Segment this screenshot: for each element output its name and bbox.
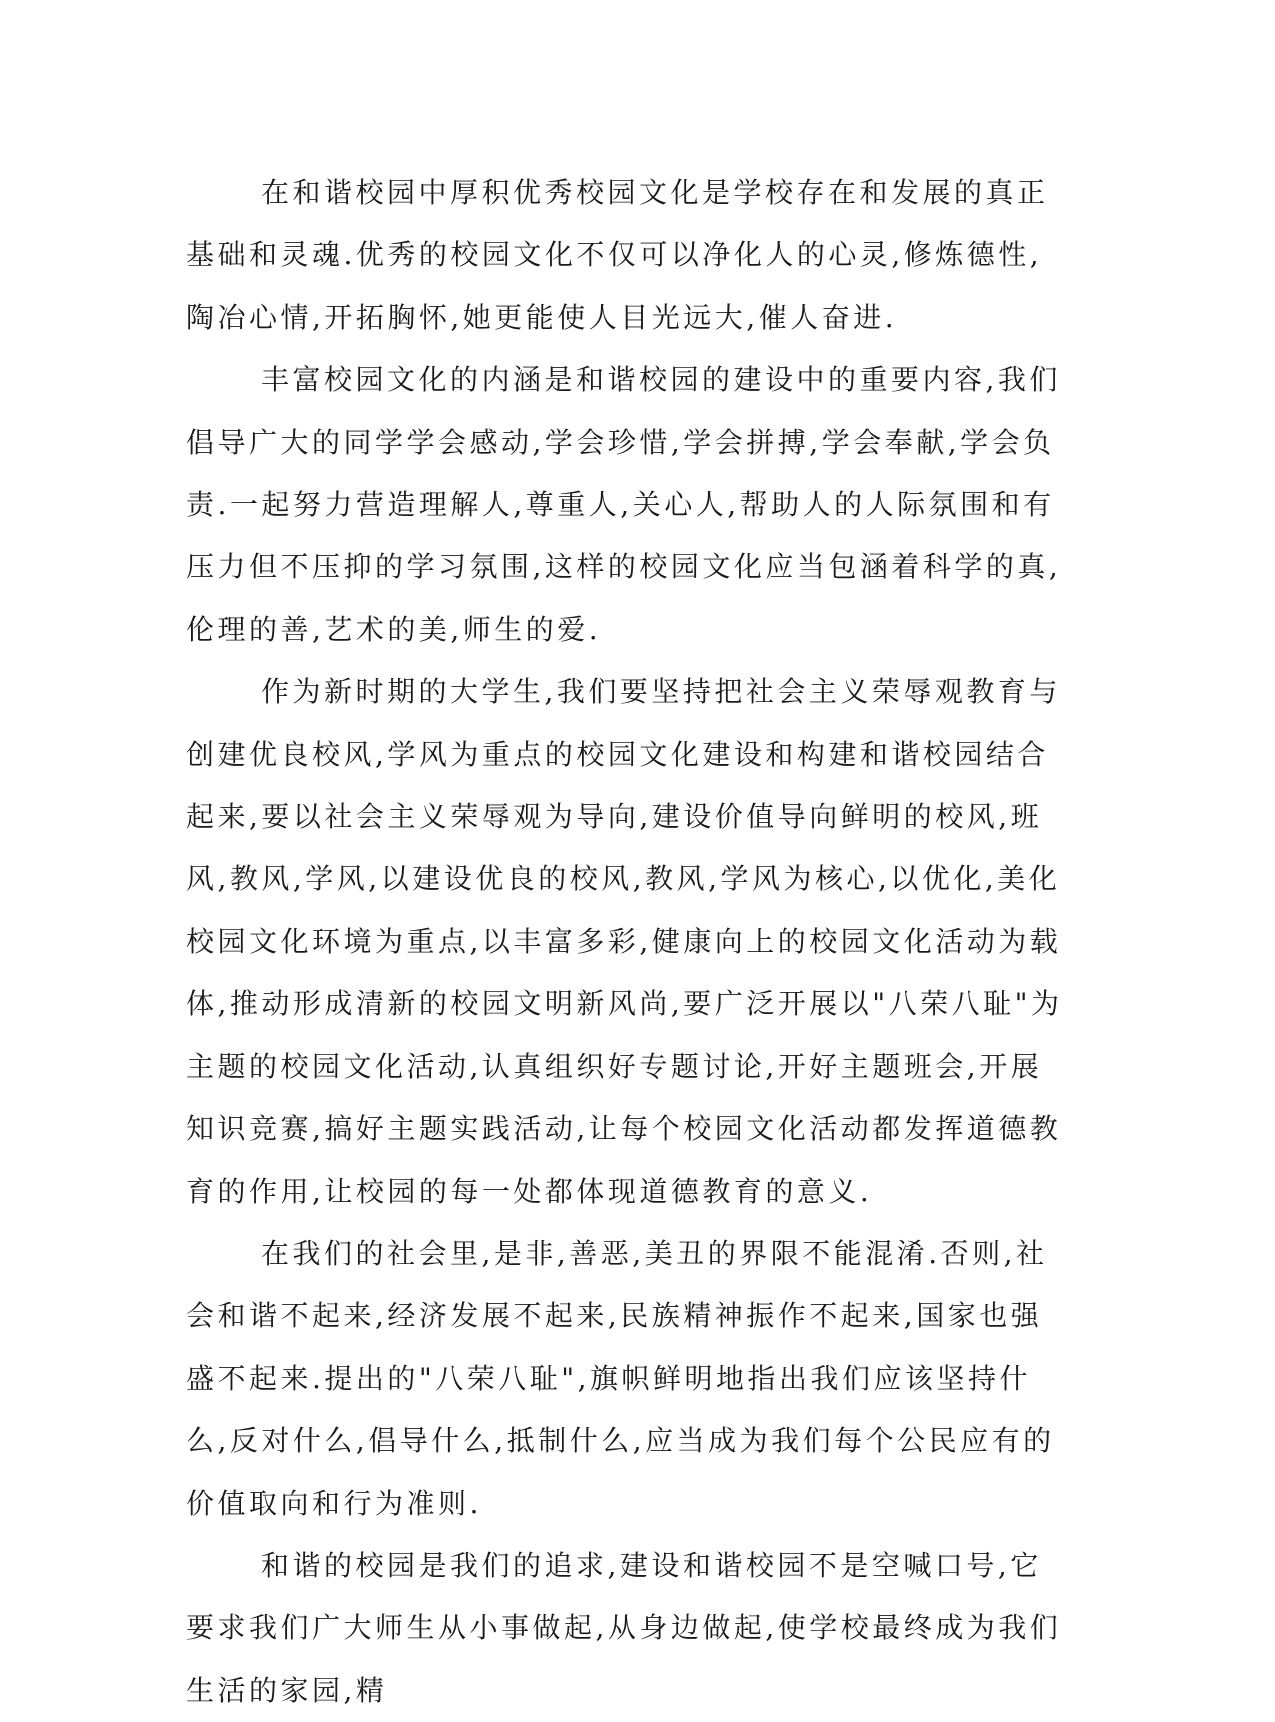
paragraph-3: 作为新时期的大学生,我们要坚持把社会主义荣辱观教育与创建优良校风,学风为重点的校园文化建设和构建和谐校园结合起来,要以社会主义荣辱观为导向,建设价值导向鲜明的校风,班风,教风,学风,以建设优良的校风,教风,学风为核心,以优化,美化校园文化环境为重点,以丰富多彩,健康向上的校园文化活动为载体,推动形成清新的校园文明新风尚,要广泛开展以"八荣八耻"为主题的校园文化活动,认真组织好专题讨论,开好主题班会,开展知识竞赛,搞好主题实践活动,让每个校园文化活动都发挥道德教育的作用,让校园的每一处都体现道德教育的意义. bbox=[186, 675, 1063, 1208]
paragraph-1: 在和谐校园中厚积优秀校园文化是学校存在和发展的真正基础和灵魂.优秀的校园文化不仅可以净化人的心灵,修炼德性,陶冶心情,开拓胸怀,她更能使人目光远大,催人奋进. bbox=[186, 176, 1049, 334]
paragraph-2: 丰富校园文化的内涵是和谐校园的建设中的重要内容,我们倡导广大的同学学会感动,学会珍惜,学会拼搏,学会奉献,学会负责.一起努力营造理解人,尊重人,关心人,帮助人的人际氛围和有压力但不压抑的学习氛围,这样的校园文化应当包涵着科学的真,伦理的善,艺术的美,师生的爱. bbox=[186, 363, 1062, 646]
paragraph-5: 和谐的校园是我们的追求,建设和谐校园不是空喊口号,它要求我们广大师生从小事做起,从身边做起,使学校最终成为我们生活的家园,精 bbox=[186, 1548, 1062, 1707]
paragraph-4: 在我们的社会里,是非,善恶,美丑的界限不能混淆.否则,社会和谐不起来,经济发展不起来,民族精神振作不起来,国家也强盛不起来.提出的"八荣八耻",旗帜鲜明地指出我们应该坚持什么,反对什么,倡导什么,抵制什么,应当成为我们每个公民应有的价值取向和行为准则. bbox=[186, 1236, 1055, 1520]
document-body bbox=[186, 162, 1070, 1722]
